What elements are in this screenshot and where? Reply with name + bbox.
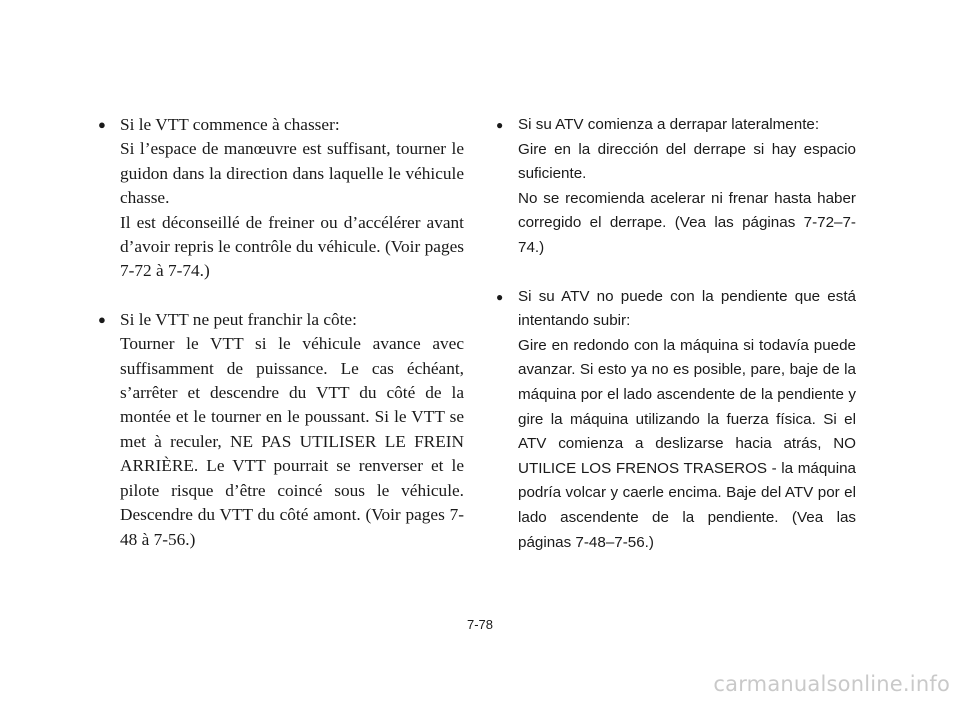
item-paragraph: No se recomienda acelerar ni frenar hasta haber corregido el derrape. (Vea las páginas 7-72–7-74.) <box>518 189 856 256</box>
bullet-icon: ● <box>496 118 504 132</box>
page-number: 7-78 <box>466 617 494 632</box>
item-paragraph: Si l’espace de manœuvre est suffisant, tourner le guidon dans la direction dans laquelle le véhicule chasse. <box>120 139 464 208</box>
bullet-icon: ● <box>496 289 504 304</box>
item-heading: Si le VTT ne peut franchir la côte: <box>120 309 357 329</box>
list-item <box>496 285 856 556</box>
item-paragraph: Il est déconseillé de freiner ou d’accélérer avant d’avoir repris le contrôle du véhicule. (Voir pages 7-72 à 7-74.) <box>120 212 464 281</box>
bullet-icon: ● <box>98 311 106 327</box>
watermark-text: carmanualsonline.info <box>713 672 950 696</box>
item-heading: Si su ATV no puede con la pendiente que está intentando subir: <box>518 287 856 330</box>
list-item <box>98 308 464 552</box>
item-paragraph: Tourner le VTT si le véhicule avance avec suffisamment de puissance. Le cas échéant, s’arrêter et descendre du VTT du côté de la montée et le tourner en le poussant. Si le VTT se met à reculer, NE PAS UTILISER LE FREIN ARRIÈRE. Le VTT pourrait se renverser et le pilote risque d’être coincé sous le véhicule. Descendre du VTT du côté amont. (Voir pages 7-48 à 7-56.) <box>120 334 464 549</box>
item-paragraph: Gire en redondo con la máquina si todavía puede avanzar. Si esto ya no es posible, pare, baje de la máquina por el lado ascendente de la pendiente y gire la máquina utilizando la fuerza física. Si el ATV comienza a deslizarse hacia atrás, NO UTILICE LOS FRENOS TRASEROS - la máquina podría volcar y caerle encima. Baje del ATV por el lado ascendente de la pendiente. (Vea las páginas 7-48–7-56.) <box>518 336 856 551</box>
list-item <box>496 113 856 261</box>
list-item <box>98 113 464 284</box>
item-paragraph: Gire en la dirección del derrape si hay espacio suficiente. <box>518 140 856 183</box>
french-column <box>98 113 464 552</box>
bullet-icon: ● <box>98 117 106 132</box>
item-heading: Si su ATV comienza a derrapar lateralmente: <box>518 116 820 133</box>
spanish-column <box>496 113 856 555</box>
item-heading: Si le VTT commence à chasser: <box>120 115 340 134</box>
